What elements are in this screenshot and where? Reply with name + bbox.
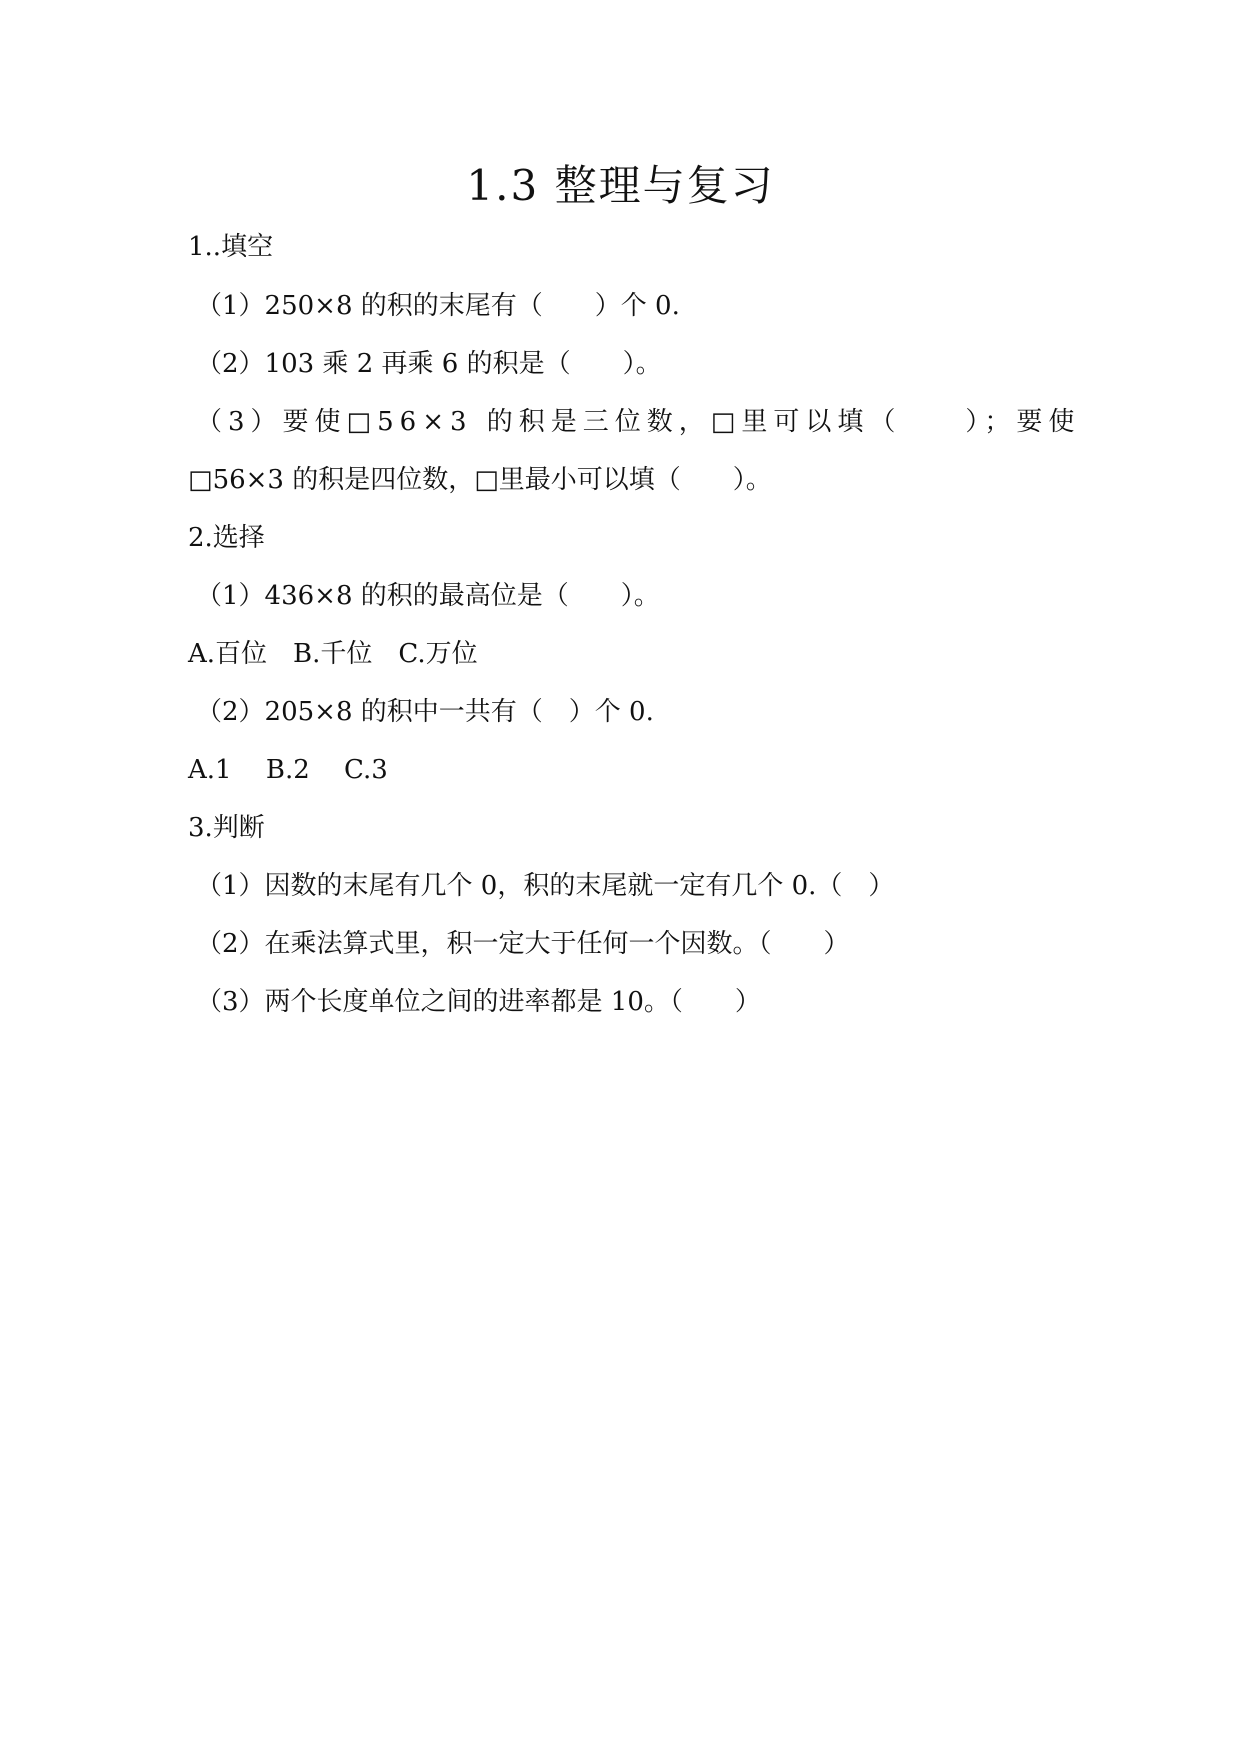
fill-in-question-3-part-2: □56×3 的积是四位数，□里最小可以填（ ）。: [188, 465, 772, 495]
judge-question-1: （1）因数的末尾有几个 0，积的末尾就一定有几个 0.（ ）: [196, 871, 895, 901]
section-heading-choice: 2.选择: [188, 523, 265, 553]
choice-question-2-options: A.1 B.2 C.3: [188, 755, 388, 785]
fill-in-question-1: （1）250×8 的积的末尾有（ ）个 0.: [196, 291, 680, 321]
choice-question-1: （1）436×8 的积的最高位是（ ）。: [196, 581, 660, 611]
page-title: 1.3 整理与复习: [466, 161, 775, 210]
choice-question-2: （2）205×8 的积中一共有（ ）个 0.: [196, 697, 654, 727]
fill-in-question-2: （2）103 乘 2 再乘 6 的积是（ ）。: [196, 349, 662, 379]
section-heading-judge: 3.判断: [188, 813, 265, 843]
choice-question-1-options: A.百位 B.千位 C.万位: [188, 639, 478, 669]
section-heading-fill-in: 1..填空: [188, 232, 274, 262]
fill-in-question-3-part-1: （3）要使□56×3 的积是三位数，□里可以填（ ）；要使: [196, 407, 1081, 437]
judge-question-3: （3）两个长度单位之间的进率都是 10。（ ）: [196, 987, 761, 1017]
judge-question-2: （2）在乘法算式里，积一定大于任何一个因数。（ ）: [196, 929, 850, 959]
